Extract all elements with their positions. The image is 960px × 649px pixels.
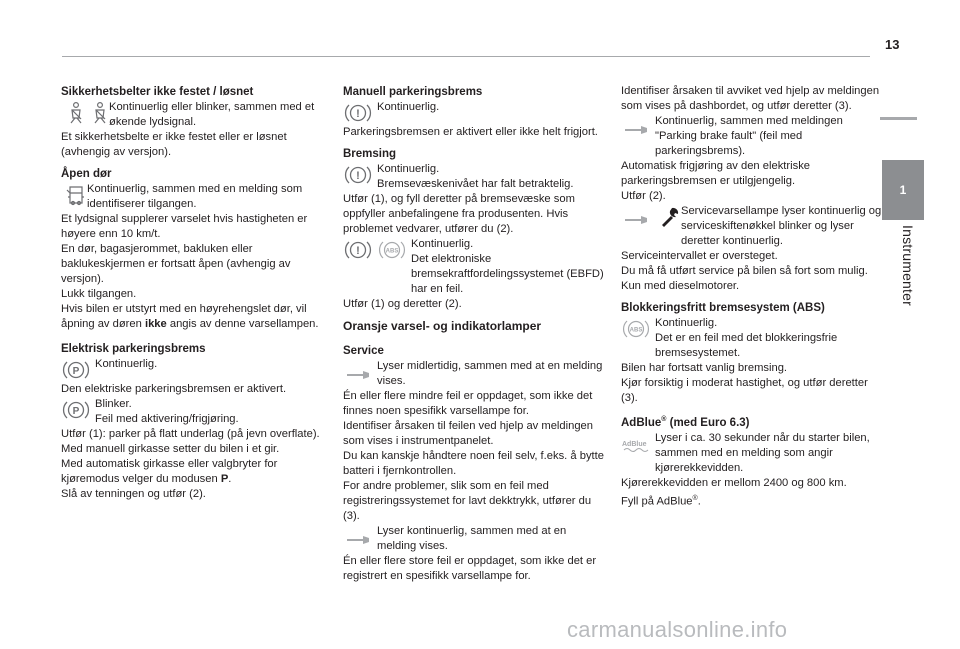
service-cont-2: Automatisk frigjøring av den elektriske parkeringsbremsen er utilgjengelig. — [621, 160, 811, 187]
heading-manual-parking-brake: Manuell parkeringsbrems — [343, 86, 483, 98]
open-door-icon — [61, 183, 83, 207]
adblue-icon-label: AdBlue — [622, 440, 647, 448]
epb-desc-2: Feil med aktivering/frigjøring. — [95, 413, 239, 425]
braking-status-2: Kontinuerlig. — [411, 238, 474, 250]
epb-body-3: Med automatisk girkasse eller valgbryter for kjøremodus velger du modusen P. — [61, 458, 278, 485]
service-cont-5: Du må få utført service på bilen så fort som mulig. — [621, 265, 868, 277]
wrench-icon-3 — [621, 115, 651, 139]
open-door-body-3: Lukk tilgangen. — [61, 288, 137, 300]
epb-status-2: Blinker. — [95, 398, 132, 410]
wrench-icon-4 — [621, 205, 651, 229]
open-door-body-4: Hvis bilen er utstyrt med en høyrehengslet dør, vil åpning av døren ikke angis av denne varsellampen. — [61, 303, 319, 330]
heading-orange-lamps: Oransje varsel- og indikatorlamper — [343, 319, 542, 333]
header-rule — [62, 56, 870, 57]
service-cont-6: Kun med dieselmotorer. — [621, 280, 740, 292]
brake-warning-icon — [343, 101, 373, 125]
manual-pb-desc: Parkeringsbremsen er aktivert eller ikke helt frigjort. — [343, 126, 598, 138]
brake-ebfd-icon — [343, 238, 373, 262]
wrench-icon — [343, 360, 373, 384]
watermark: carmanualsonline.info — [567, 617, 788, 642]
column-2 — [343, 84, 605, 584]
service-body-5: Én eller flere store feil er oppdaget, som ikke det er registrert en spesifikk varsellampe for. — [343, 555, 597, 582]
seatbelt-status-text: Kontinuerlig eller blinker, sammen med et økende lydsignal. — [109, 101, 315, 128]
heading-electric-parking-brake: Elektrisk parkeringsbrems — [61, 343, 206, 355]
adblue-icon — [621, 432, 651, 456]
parking-brake-blink-icon — [61, 398, 91, 422]
braking-desc-1: Bremsevæskenivået har falt betraktelig. — [377, 178, 574, 190]
abs-status: Kontinuerlig. — [655, 317, 718, 329]
heading-abs: Blokkeringsfritt bremsesystem (ABS) — [621, 302, 825, 314]
service-status-4: Servicevarsellampe lyser kontinuerlig og serviceskiftenøkkel blinker og lyser deretter kontinuerlig. — [681, 205, 882, 247]
open-door-row — [61, 182, 323, 212]
epb-desc-1: Den elektriske parkeringsbremsen er aktivert. — [61, 383, 287, 395]
service-cont-4: Serviceintervallet er oversteget. — [621, 250, 778, 262]
chapter-number: 1 — [899, 183, 907, 197]
service-status-1: Lyser midlertidig, sammen med at en melding vises. — [377, 360, 603, 387]
service-status-2: Lyser kontinuerlig, sammen med at en melding vises. — [377, 525, 567, 552]
heading-braking: Bremsing — [343, 148, 397, 160]
svg-text:P: P — [72, 366, 80, 377]
braking-desc-2: Det elektroniske bremsekraftfordelingssystemet (EBFD) har en feil. — [411, 253, 604, 295]
epb-row-1 — [61, 357, 323, 382]
abs-warning-icon — [621, 317, 651, 341]
epb-body-4: Slå av tenningen og utfør (2). — [61, 488, 206, 500]
chapter-title: Instrumenter — [900, 225, 916, 306]
heading-seatbelt: Sikkerhetsbelter ikke festet / løsnet — [61, 86, 254, 98]
svg-text:!: ! — [356, 170, 360, 182]
abs-icon — [377, 238, 407, 262]
svg-text:P: P — [72, 406, 80, 417]
seatbelt-icon — [61, 101, 81, 125]
parking-brake-icon — [61, 358, 91, 382]
seatbelt-body: Et sikkerhetsbelte er ikke festet eller er løsnet (avhengig av versjon). — [61, 131, 287, 158]
braking-row-1 — [343, 162, 605, 192]
service-body-1: Én eller flere mindre feil er oppdaget, som ikke det finnes noen spesifikk varsellampe for. — [343, 390, 593, 417]
epb-body-1: Utfør (1): parker på flatt underlag (på jevn overflate). — [61, 428, 320, 440]
wrench-icon-2 — [343, 525, 373, 549]
epb-status-1: Kontinuerlig. — [95, 358, 158, 370]
service-body-3: Du kan kanskje håndtere noen feil selv, f.eks. å bytte batteri i fjernkontrollen. — [343, 450, 604, 477]
adblue-body-2: Fyll på AdBlue®. — [621, 494, 701, 508]
svg-text:!: ! — [356, 108, 360, 120]
open-door-body-1: Et lydsignal supplerer varselet hvis hastigheten er høyere enn 10 km/t. — [61, 213, 308, 240]
seatbelt-row — [61, 100, 323, 130]
epb-body-2: Med manuell girkasse setter du bilen i et gir. — [61, 443, 280, 455]
open-door-body-2: En dør, bagasjerommet, bakluken eller baklukeskjermen er fortsatt åpen (avhengig av versjon). — [61, 243, 291, 285]
page-number: 13 — [885, 37, 900, 52]
abs-body-2: Kjør forsiktig i moderat hastighet, og utfør deretter (3). — [621, 377, 868, 404]
epb-row-2 — [61, 397, 323, 427]
chapter-rule — [880, 117, 917, 120]
heading-adblue: AdBlue® (med Euro 6.3) — [621, 416, 750, 429]
chapter-tab[interactable] — [882, 160, 924, 220]
svg-text:!: ! — [356, 245, 360, 257]
service-row-3 — [621, 114, 883, 159]
adblue-body-1: Kjørerekkevidden er mellom 2400 og 800 km. — [621, 476, 847, 489]
heading-service: Service — [343, 345, 384, 357]
column-1 — [61, 84, 323, 502]
service-row-1 — [343, 359, 605, 389]
abs-row — [621, 316, 883, 361]
brake-fluid-icon — [343, 163, 373, 187]
abs-desc: Det er en feil med det blokkeringsfrie bremsesystemet. — [655, 332, 838, 359]
svg-text:ABS: ABS — [629, 327, 643, 334]
service-row-2 — [343, 524, 605, 554]
service-status-3: Kontinuerlig, sammen med meldingen "Parking brake fault" (feil med parkeringsbrems). — [655, 115, 843, 157]
abs-body-1: Bilen har fortsatt vanlig bremsing. — [621, 362, 788, 374]
heading-open-door: Åpen dør — [61, 168, 112, 180]
seatbelt-rear-icon — [85, 101, 105, 125]
manual-pb-status: Kontinuerlig. — [377, 101, 440, 113]
service-body-4: For andre problemer, slik som en feil med registreringssystemet for lavt dekktrykk, utfører du (3). — [343, 480, 592, 522]
column-3 — [621, 84, 883, 510]
service-row-4 — [621, 204, 883, 249]
svg-text:ABS: ABS — [385, 248, 399, 255]
adblue-row — [621, 431, 883, 476]
braking-body-1: Utfør (1), og fyll deretter på bremsevæske som oppfyller anbefalingene fra produsenten. Hvis problemet vedvarer, utfører du (2). — [343, 193, 575, 235]
service-cont-1: Identifiser årsaken til avviket ved hjelp av meldingen som vises på dashbordet, og utfør deretter (3). — [621, 85, 880, 112]
open-door-status-text: Kontinuerlig, sammen med en melding som identifiserer tilgangen. — [87, 183, 303, 210]
service-spanner-icon — [655, 205, 677, 229]
service-cont-3: Utfør (2). — [621, 190, 666, 202]
braking-row-2 — [343, 237, 605, 297]
service-body-2: Identifiser årsaken til feilen ved hjelp av meldingen som vises i instrumentpanelet. — [343, 420, 593, 447]
braking-status-1: Kontinuerlig. — [377, 163, 440, 175]
braking-body-2: Utfør (1) og deretter (2). — [343, 298, 462, 310]
adblue-status: Lyser i ca. 30 sekunder når du starter bilen, sammen med en melding som angir kjørerekkevidden. — [655, 431, 870, 474]
manual-pb-row — [343, 100, 605, 125]
